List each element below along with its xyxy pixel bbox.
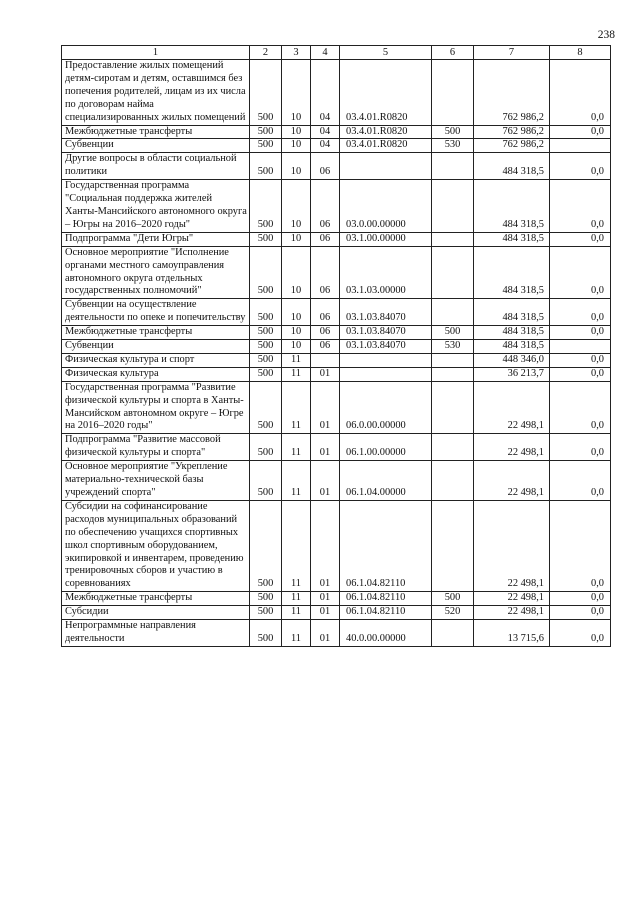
extra-amount-cell: 0,0 [550,592,611,606]
target-article-cell: 06.1.04.82110 [340,606,432,620]
amount-cell: 22 498,1 [474,606,550,620]
row-name-cell: Межбюджетные трансферты [62,592,250,606]
row-name-cell: Физическая культура и спорт [62,353,250,367]
amount-cell: 484 318,5 [474,340,550,354]
table-row [62,232,611,246]
table-row [62,125,611,139]
subsection-cell: 11 [282,500,311,591]
expense-type-cell [432,246,474,299]
subsection2-cell: 06 [311,232,340,246]
subsection2-cell: 01 [311,367,340,381]
table-row [62,500,611,591]
row-name-cell: Субвенции [62,139,250,153]
section-cell: 500 [250,606,282,620]
expense-type-cell [432,299,474,326]
row-name-cell: Государственная программа "Развитие физической культуры и спорта в Ханты-Мансийском автономном округе – Югре на 2016–2020 годы" [62,381,250,434]
amount-cell: 448 346,0 [474,353,550,367]
subsection2-cell: 01 [311,461,340,501]
table-row [62,606,611,620]
row-name-cell: Основное мероприятие "Исполнение органами местного самоуправления автономного округа отдельных государственных полномочий" [62,246,250,299]
section-cell: 500 [250,299,282,326]
expense-type-cell: 500 [432,125,474,139]
subsection-cell: 10 [282,180,311,233]
subsection-cell: 10 [282,232,311,246]
table-row [62,139,611,153]
extra-amount-cell: 0,0 [550,381,611,434]
section-cell: 500 [250,620,282,647]
expense-type-cell [432,500,474,591]
header-cell: 8 [550,46,611,60]
subsection2-cell [311,353,340,367]
section-cell: 500 [250,500,282,591]
subsection-cell: 11 [282,620,311,647]
amount-cell: 484 318,5 [474,232,550,246]
amount-cell: 484 318,5 [474,153,550,180]
amount-cell: 13 715,6 [474,620,550,647]
extra-amount-cell: 0,0 [550,153,611,180]
section-cell: 500 [250,461,282,501]
subsection2-cell: 06 [311,326,340,340]
expense-type-cell [432,461,474,501]
subsection2-cell: 01 [311,592,340,606]
subsection-cell: 11 [282,606,311,620]
table-row [62,60,611,126]
table-row [62,353,611,367]
extra-amount-cell: 0,0 [550,367,611,381]
subsection-cell: 11 [282,381,311,434]
table-row [62,299,611,326]
header-cell: 2 [250,46,282,60]
section-cell: 500 [250,246,282,299]
extra-amount-cell: 0,0 [550,461,611,501]
extra-amount-cell: 0,0 [550,232,611,246]
subsection-cell: 10 [282,340,311,354]
table-row [62,326,611,340]
subsection-cell: 11 [282,592,311,606]
section-cell: 500 [250,326,282,340]
target-article-cell [340,367,432,381]
subsection2-cell: 04 [311,139,340,153]
extra-amount-cell: 0,0 [550,353,611,367]
target-article-cell: 06.1.04.00000 [340,461,432,501]
subsection2-cell: 06 [311,153,340,180]
header-cell: 7 [474,46,550,60]
row-name-cell: Подпрограмма "Дети Югры" [62,232,250,246]
section-cell: 500 [250,232,282,246]
header-cell: 5 [340,46,432,60]
extra-amount-cell: 0,0 [550,326,611,340]
extra-amount-cell [550,340,611,354]
target-article-cell: 03.4.01.R0820 [340,125,432,139]
subsection2-cell: 01 [311,500,340,591]
amount-cell: 762 986,2 [474,139,550,153]
row-name-cell: Субвенции на осуществление деятельности по опеке и попечительству [62,299,250,326]
section-cell: 500 [250,180,282,233]
header-cell: 6 [432,46,474,60]
table-row [62,620,611,647]
row-name-cell: Межбюджетные трансферты [62,125,250,139]
subsection-cell: 11 [282,461,311,501]
table-row [62,180,611,233]
expense-type-cell [432,232,474,246]
expense-type-cell: 530 [432,340,474,354]
amount-cell: 762 986,2 [474,125,550,139]
subsection-cell: 11 [282,353,311,367]
expense-type-cell: 500 [432,592,474,606]
extra-amount-cell: 0,0 [550,125,611,139]
subsection2-cell: 04 [311,125,340,139]
row-name-cell: Подпрограмма "Развитие массовой физической культуры и спорта" [62,434,250,461]
row-name-cell: Субвенции [62,340,250,354]
section-cell: 500 [250,367,282,381]
target-article-cell: 06.1.00.00000 [340,434,432,461]
target-article-cell [340,353,432,367]
extra-amount-cell: 0,0 [550,620,611,647]
target-article-cell: 06.0.00.00000 [340,381,432,434]
subsection2-cell: 06 [311,340,340,354]
subsection-cell: 11 [282,434,311,461]
subsection2-cell: 04 [311,60,340,126]
subsection2-cell: 06 [311,246,340,299]
subsection-cell: 10 [282,153,311,180]
section-cell: 500 [250,153,282,180]
amount-cell: 22 498,1 [474,434,550,461]
amount-cell: 36 213,7 [474,367,550,381]
target-article-cell: 03.0.00.00000 [340,180,432,233]
section-cell: 500 [250,60,282,126]
budget-table [61,45,611,647]
expense-type-cell [432,60,474,126]
section-cell: 500 [250,353,282,367]
page-number: 238 [597,29,615,41]
row-name-cell: Предоставление жилых помещений детям-сиротам и детям, оставшимся без попечения родителей, лицам из их числа по договорам найма специализированных жилых помещений [62,60,250,126]
target-article-cell: 40.0.00.00000 [340,620,432,647]
extra-amount-cell: 0,0 [550,500,611,591]
amount-cell: 22 498,1 [474,592,550,606]
target-article-cell: 03.1.03.84070 [340,340,432,354]
subsection2-cell: 01 [311,381,340,434]
amount-cell: 22 498,1 [474,500,550,591]
expense-type-cell: 530 [432,139,474,153]
extra-amount-cell: 0,0 [550,299,611,326]
table-row [62,461,611,501]
row-name-cell: Субсидии на софинансирование расходов муниципальных образований по обеспечению учащихся спортивных школ спортивным оборудованием, экипировкой и инвентарем, проведению тренировочных сборов и участию в соревнованиях [62,500,250,591]
target-article-cell: 03.1.03.00000 [340,246,432,299]
expense-type-cell [432,620,474,647]
subsection-cell: 10 [282,326,311,340]
header-cell: 4 [311,46,340,60]
amount-cell: 484 318,5 [474,299,550,326]
target-article-cell: 06.1.04.82110 [340,500,432,591]
row-name-cell: Основное мероприятие "Укрепление материально-технической базы учреждений спорта" [62,461,250,501]
extra-amount-cell: 0,0 [550,434,611,461]
header-cell: 1 [62,46,250,60]
expense-type-cell [432,381,474,434]
row-name-cell: Государственная программа "Социальная поддержка жителей Ханты-Мансийского автономного округа – Югры на 2016–2020 годы" [62,180,250,233]
section-cell: 500 [250,592,282,606]
table-row [62,367,611,381]
extra-amount-cell: 0,0 [550,606,611,620]
target-article-cell: 03.1.03.84070 [340,299,432,326]
header-cell: 3 [282,46,311,60]
expense-type-cell [432,434,474,461]
target-article-cell: 03.1.00.00000 [340,232,432,246]
expense-type-cell [432,153,474,180]
subsection-cell: 10 [282,60,311,126]
subsection-cell: 10 [282,125,311,139]
section-cell: 500 [250,340,282,354]
expense-type-cell: 520 [432,606,474,620]
expense-type-cell [432,367,474,381]
expense-type-cell [432,353,474,367]
row-name-cell: Другие вопросы в области социальной политики [62,153,250,180]
table-row [62,153,611,180]
subsection2-cell: 01 [311,606,340,620]
subsection-cell: 11 [282,367,311,381]
table-header [62,46,611,60]
header-row [62,46,611,60]
extra-amount-cell: 0,0 [550,246,611,299]
target-article-cell: 06.1.04.82110 [340,592,432,606]
table-row [62,592,611,606]
extra-amount-cell: 0,0 [550,60,611,126]
row-name-cell: Физическая культура [62,367,250,381]
subsection2-cell: 01 [311,620,340,647]
expense-type-cell: 500 [432,326,474,340]
table-body [62,60,611,647]
amount-cell: 22 498,1 [474,381,550,434]
section-cell: 500 [250,434,282,461]
amount-cell: 484 318,5 [474,180,550,233]
expense-type-cell [432,180,474,233]
target-article-cell: 03.1.03.84070 [340,326,432,340]
row-name-cell: Межбюджетные трансферты [62,326,250,340]
target-article-cell [340,153,432,180]
section-cell: 500 [250,139,282,153]
table-row [62,246,611,299]
extra-amount-cell [550,139,611,153]
subsection2-cell: 06 [311,299,340,326]
target-article-cell: 03.4.01.R0820 [340,60,432,126]
row-name-cell: Непрограммные направления деятельности [62,620,250,647]
section-cell: 500 [250,125,282,139]
table-row [62,381,611,434]
subsection-cell: 10 [282,299,311,326]
subsection-cell: 10 [282,246,311,299]
table-row [62,340,611,354]
row-name-cell: Субсидии [62,606,250,620]
amount-cell: 22 498,1 [474,461,550,501]
amount-cell: 762 986,2 [474,60,550,126]
target-article-cell: 03.4.01.R0820 [340,139,432,153]
section-cell: 500 [250,381,282,434]
amount-cell: 484 318,5 [474,246,550,299]
amount-cell: 484 318,5 [474,326,550,340]
subsection2-cell: 01 [311,434,340,461]
table-row [62,434,611,461]
extra-amount-cell: 0,0 [550,180,611,233]
subsection2-cell: 06 [311,180,340,233]
subsection-cell: 10 [282,139,311,153]
